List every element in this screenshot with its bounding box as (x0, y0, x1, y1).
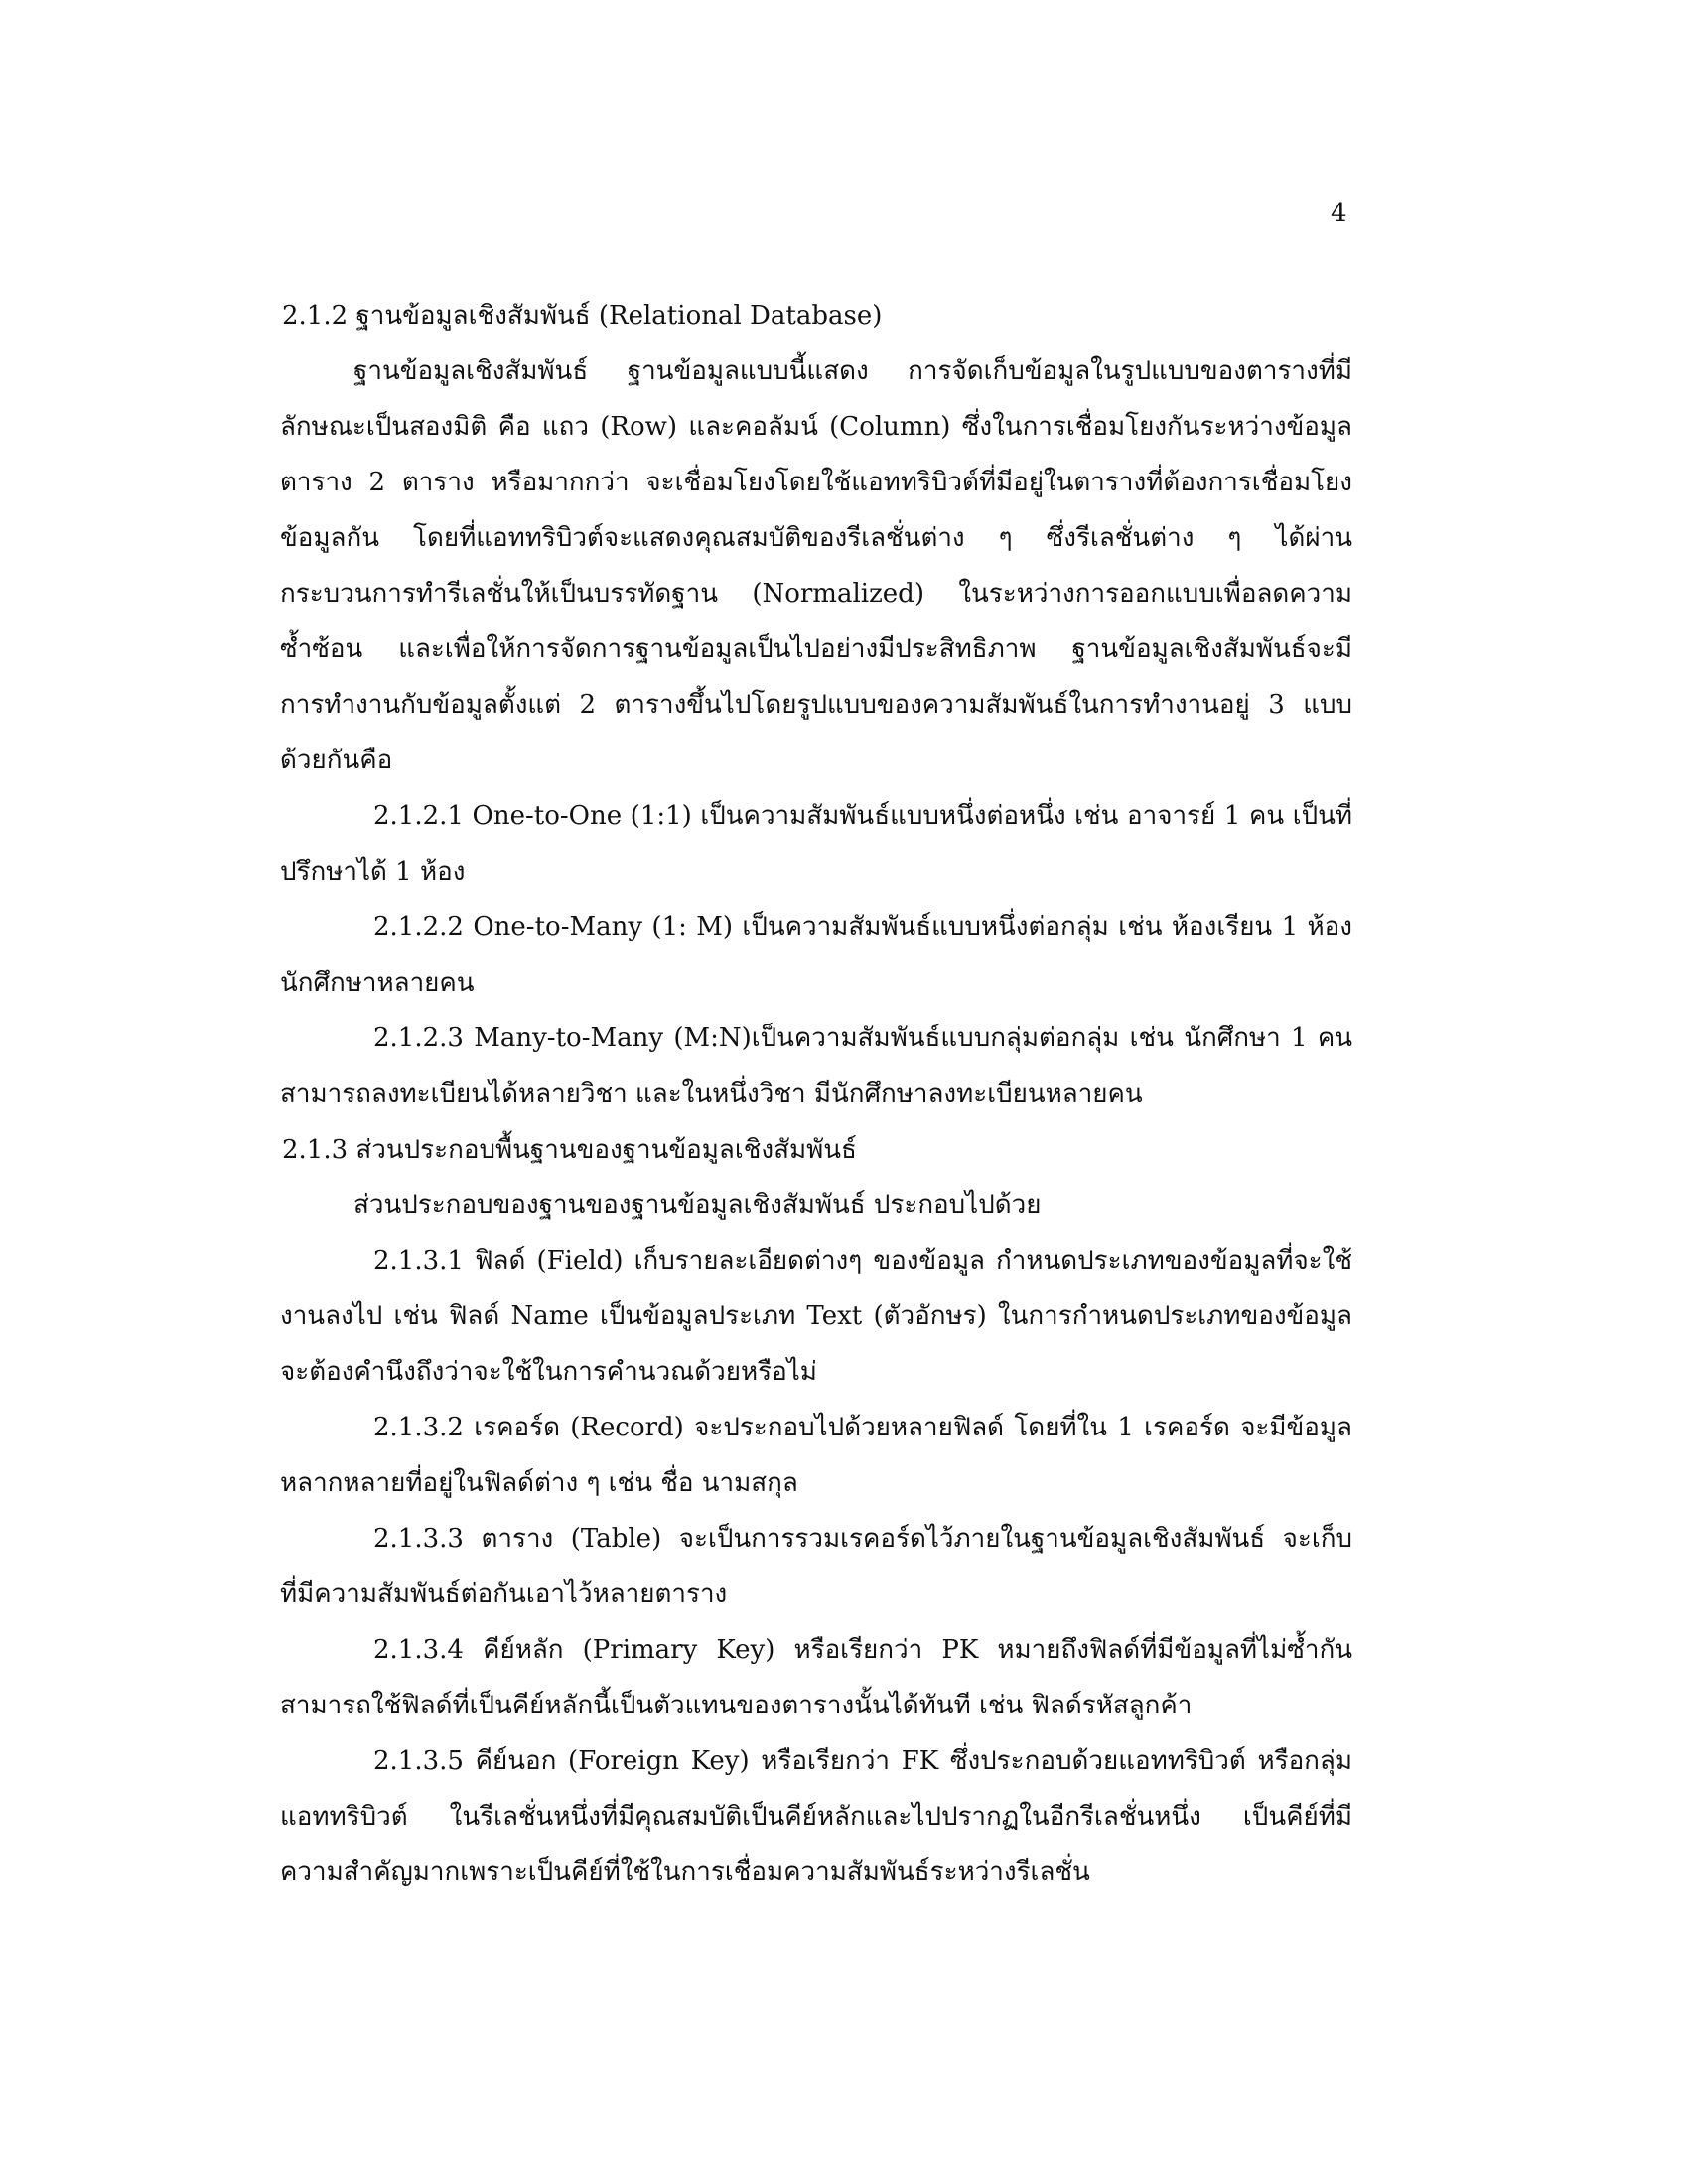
subsection-item-2-1-2-1: 2.1.2.1 One-to-One (1:1) เป็นความสัมพันธ์แบบหนึ่งต่อหนึ่ง เช่น อาจารย์ 1 คน เป็นที่ (373, 801, 1352, 831)
subsection-item-2-1-3-1: 2.1.3.1 ฟิลด์ (Field) เก็บรายละเอียดต่างๆ ของข้อมูล กำหนดประเภทของข้อมูลที่จะใช้ (373, 1246, 1352, 1276)
paragraph-line: ด้วยกันคือ (280, 746, 393, 775)
paragraph-line: ลักษณะเป็นสองมิติ คือ แถว (Row) และคอลัมน์ (Column) ซึ่งในการเชื่อมโยงกันระหว่างข้อมูล (280, 412, 1352, 442)
subsection-item-2-1-3-2: 2.1.3.2 เรคอร์ด (Record) จะประกอบไปด้วยหลายฟิลด์ โดยที่ใน 1 เรคอร์ด จะมีข้อมูล (373, 1413, 1352, 1442)
subsection-item-2-1-3-3: 2.1.3.3 ตาราง (Table) จะเป็นการรวมเรคอร์ดไว้ภายในฐานข้อมูลเชิงสัมพันธ์ จะเก็บ (373, 1524, 1352, 1554)
paragraph-line: ความสำคัญมากเพราะเป็นคีย์ที่ใช้ในการเชื่อมความสัมพันธ์ระหว่างรีเลชั่น (280, 1857, 1090, 1887)
section-heading-2-1-2: 2.1.2 ฐานข้อมูลเชิงสัมพันธ์ (Relational Database) (282, 301, 883, 331)
subsection-item-2-1-2-3: 2.1.2.3 Many-to-Many (M:N)เป็นความสัมพันธ์แบบกลุ่มต่อกลุ่ม เช่น นักศึกษา 1 คน (373, 1024, 1352, 1053)
paragraph-line: ข้อมูลกัน โดยที่แอททริบิวต์จะแสดงคุณสมบัติของรีเลชั่นต่าง ๆ ซึ่งรีเลชั่นต่าง ๆ ได้ผ่าน (280, 523, 1352, 553)
paragraph-line: นักศึกษาหลายคน (280, 968, 475, 998)
subsection-item-2-1-3-5: 2.1.3.5 คีย์นอก (Foreign Key) หรือเรียกว่า FK ซึ่งประกอบด้วยแอททริบิวต์ หรือกลุ่ม (373, 1746, 1352, 1776)
paragraph-line: ตาราง 2 ตาราง หรือมากกว่า จะเชื่อมโยงโดยใช้แอททริบิวต์ที่มีอยู่ในตารางที่ต้องการเชื่อมโยง (280, 468, 1352, 497)
paragraph-line: หลากหลายที่อยู่ในฟิลด์ต่าง ๆ เช่น ชื่อ นามสกุล (280, 1468, 798, 1498)
paragraph-line: สามารถใช้ฟิลด์ที่เป็นคีย์หลักนี้เป็นตัวแทนของตารางนั้นได้ทันที เช่น ฟิลด์รหัสลูกค้า (280, 1691, 1193, 1720)
paragraph-line: ซ้ำซ้อน และเพื่อให้การจัดการฐานข้อมูลเป็นไปอย่างมีประสิทธิภาพ ฐานข้อมูลเชิงสัมพันธ์จะมี (280, 634, 1352, 664)
paragraph-line: ที่มีความสัมพันธ์ต่อกันเอาไว้หลายตาราง (280, 1579, 728, 1609)
paragraph-line: ส่วนประกอบของฐานของฐานข้อมูลเชิงสัมพันธ์ ประกอบไปด้วย (353, 1190, 1042, 1220)
paragraph-line: ฐานข้อมูลเชิงสัมพันธ์ ฐานข้อมูลแบบนี้แสดง การจัดเก็บข้อมูลในรูปแบบของตารางที่มี (353, 356, 1352, 386)
subsection-item-2-1-2-2: 2.1.2.2 One-to-Many (1: M) เป็นความสัมพันธ์แบบหนึ่งต่อกลุ่ม เช่น ห้องเรียน 1 ห้อง (373, 912, 1352, 942)
paragraph-line: งานลงไป เช่น ฟิลด์ Name เป็นข้อมูลประเภท Text (ตัวอักษร) ในการกำหนดประเภทของข้อมูล (280, 1301, 1352, 1331)
subsection-item-2-1-3-4: 2.1.3.4 คีย์หลัก (Primary Key) หรือเรียกว่า PK หมายถึงฟิลด์ที่มีข้อมูลที่ไม่ซ้ำกัน (373, 1635, 1352, 1665)
document-body (280, 288, 1352, 1900)
paragraph-line: จะต้องคำนึงถึงว่าจะใช้ในการคำนวณด้วยหรือไม่ (280, 1357, 817, 1387)
paragraph-line: แอททริบิวต์ ในรีเลชั่นหนึ่งที่มีคุณสมบัติเป็นคีย์หลักและไปปรากฏในอีกรีเลชั่นหนึ่ง เป็นคีย์ที่มี (280, 1802, 1352, 1832)
paragraph-line: กระบวนการทำรีเลชั่นให้เป็นบรรทัดฐาน (Normalized) ในระหว่างการออกแบบเพื่อลดความ (280, 579, 1352, 609)
paragraph-line: ปรึกษาได้ 1 ห้อง (280, 857, 466, 887)
page-number: 4 (1331, 199, 1347, 228)
section-heading-2-1-3: 2.1.3 ส่วนประกอบพื้นฐานของฐานข้อมูลเชิงสัมพันธ์ (282, 1135, 857, 1164)
paragraph-line: การทำงานกับข้อมูลตั้งแต่ 2 ตารางขึ้นไปโดยรูปแบบของความสัมพันธ์ในการทำงานอยู่ 3 แบบ (280, 690, 1352, 720)
paragraph-line: สามารถลงทะเบียนได้หลายวิชา และในหนึ่งวิชา มีนักศึกษาลงทะเบียนหลายคน (280, 1079, 1143, 1109)
